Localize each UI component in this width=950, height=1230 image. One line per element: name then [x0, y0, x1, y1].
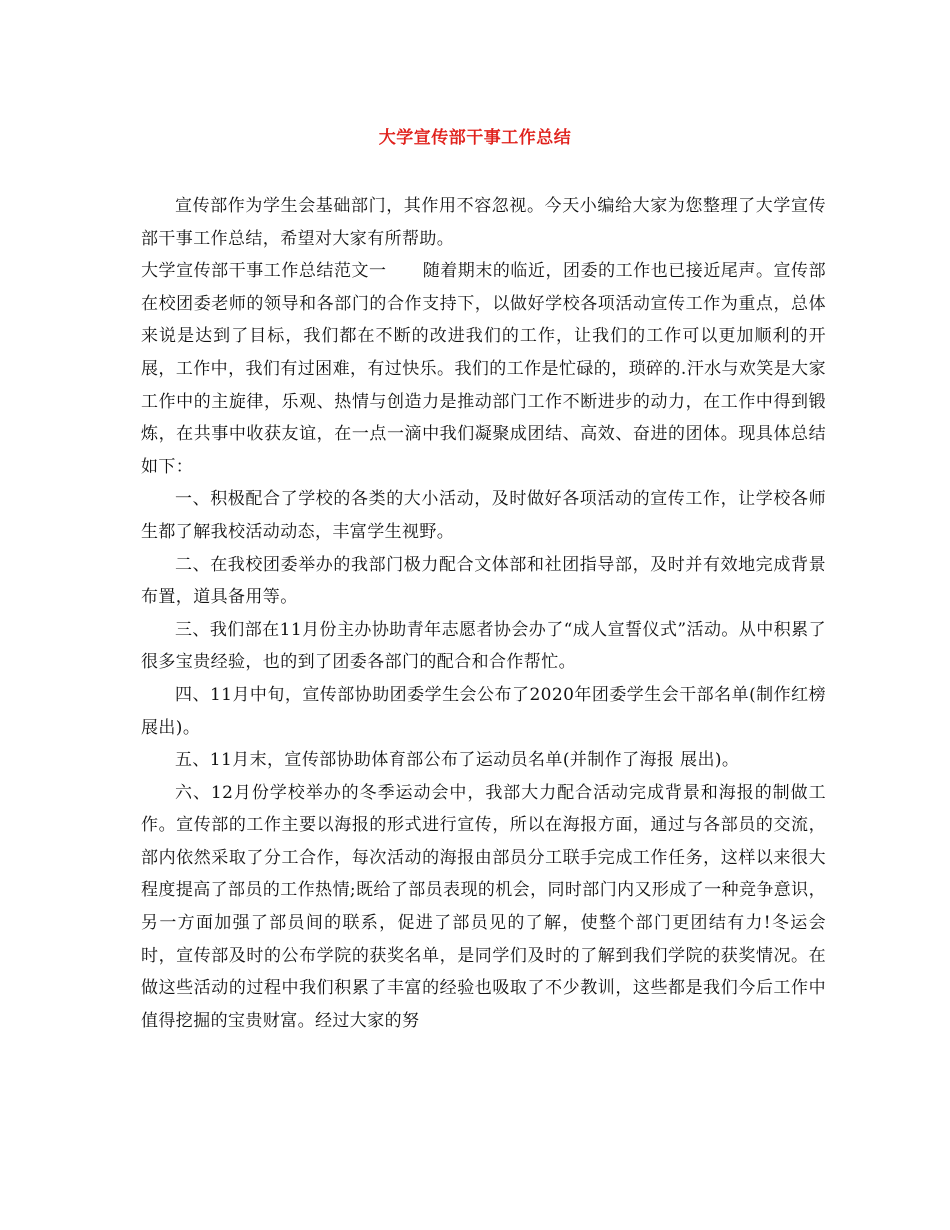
- list-item-5: 五、11月末，宣传部协助体育部公布了运动员名单(并制作了海报 展出)。: [175, 750, 740, 771]
- list-item-6: 六、12月份学校举办的冬季运动会中，我部大力配合活动完成背景和海报的制做工作。宣传部的工作主要以海报的形式进行宣传，所以在海报方面，通过与各部员的交流，部内依然采取了分工合作，每次活动的海报由部员分工联手完成工作任务，这样以来很大程度提高了部员的工作热情;既给了部员表现的机会，同时部门内又形成了一种竞争意识，另一方面加强了部员间的联系，促进了部员见的了解，使整个部门更团结有力!冬运会时，宣传部及时的公布学院的获奖名单，是同学们及时的了解到我们学院的获奖情况。在做这些活动的过程中我们积累了丰富的经验也吸取了不少教训，这些都是我们今后工作中值得挖掘的宝贵财富。经过大家的努: [141, 782, 826, 1031]
- body-paragraph-1: 随着期末的临近，团委的工作也已接近尾声。宣传部在校团委老师的领导和各部门的合作支持下，以做好学校各项活动宣传工作为重点，总体来说是达到了目标，我们都在不断的改进我们的工作，让我们的工作可以更加顺利的开展，工作中，我们有过困难，有过快乐。我们的工作是忙碌的，琐碎的.汗水与欢笑是大家工作中的主旋律，乐观、热情与创造力是推动部门工作不断进步的动力，在工作中得到锻炼，在共事中收获友谊，在一点一滴中我们凝聚成团结、高效、奋进的团体。现具体总结如下：: [141, 261, 826, 477]
- document-body: [141, 190, 826, 1037]
- list-item-1: 一、积极配合了学校的各类的大小活动，及时做好各项活动的宣传工作，让学校各师生都了解我校活动动态，丰富学生视野。: [141, 489, 826, 542]
- sample-heading: 大学宣传部干事工作总结范文一: [141, 261, 387, 282]
- list-item-2: 二、在我校团委举办的我部门极力配合文体部和社团指导部，及时并有效地完成背景布置，道具备用等。: [141, 554, 826, 608]
- document-title: 大学宣传部干事工作总结: [378, 128, 572, 148]
- intro-paragraph: 宣传部作为学生会基础部门，其作用不容忽视。今天小编给大家为您整理了大学宣传部干事工作总结，希望对大家有所帮助。: [141, 196, 826, 249]
- list-item-3: 三、我们部在11月份主办协助青年志愿者协会办了“成人宣誓仪式”活动。从中积累了很多宝贵经验，也的到了团委各部门的配合和合作帮忙。: [141, 619, 826, 673]
- sample-paragraph: [141, 255, 826, 483]
- list-item-4: 四、11月中旬，宣传部协助团委学生会公布了2020年团委学生会干部名单(制作红榜展出)。: [141, 684, 826, 738]
